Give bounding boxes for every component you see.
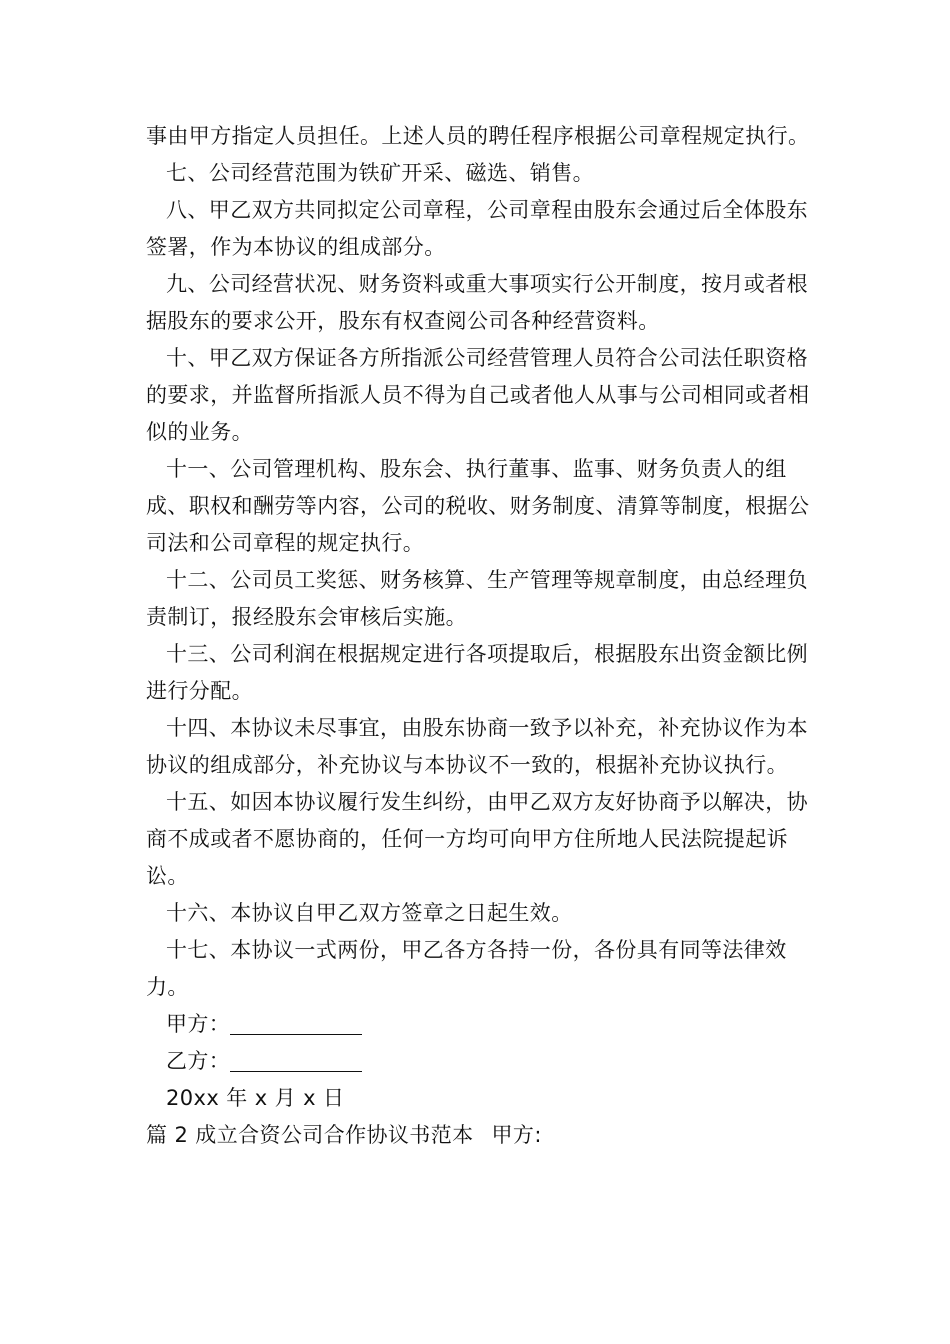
clause-10: 十、甲乙双方保证各方所指派公司经营管理人员符合公司法任职资格的要求，并监督所指派人员不得为自己或者他人从事与公司相同或者相似的业务。 (146, 346, 810, 444)
paragraph-continuation: 事由甲方指定人员担任。上述人员的聘任程序根据公司章程规定执行。 (146, 124, 810, 148)
clause-13: 十三、公司利润在根据规定进行各项提取后，根据股东出资金额比例进行分配。 (146, 642, 808, 703)
clause-14: 十四、本协议未尽事宜，由股东协商一致予以补充，补充协议作为本协议的组成部分，补充协议与本协议不一致的，根据补充协议执行。 (146, 716, 808, 777)
party-b-signature (146, 1043, 818, 1080)
signing-date: 20xx 年 x 月 x 日 (166, 1086, 345, 1110)
next-section-heading (146, 1117, 818, 1154)
clause-8: 八、甲乙双方共同拟定公司章程，公司章程由股东会通过后全体股东签署，作为本协议的组成部分。 (146, 198, 808, 259)
party-a-signature (146, 1006, 818, 1043)
clause-16: 十六、本协议自甲乙双方签章之日起生效。 (166, 901, 573, 925)
party-a-blank (230, 1012, 362, 1035)
clause-7: 七、公司经营范围为铁矿开采、磁选、销售。 (166, 161, 594, 185)
next-heading-party: 甲方: (491, 1123, 542, 1147)
next-heading-title: 篇 2 成立合资公司合作协议书范本 (146, 1123, 474, 1147)
clause-15: 十五、如因本协议履行发生纠纷，由甲乙双方友好协商予以解决，协商不成或者不愿协商的，任何一方均可向甲方住所地人民法院提起诉讼。 (146, 790, 808, 888)
clause-17: 十七、本协议一式两份，甲乙各方各持一份，各份具有同等法律效力。 (146, 938, 787, 999)
party-b-label: 乙方： (166, 1049, 231, 1073)
document-body (146, 118, 818, 1154)
party-b-blank (230, 1049, 362, 1072)
clause-11: 十一、公司管理机构、股东会、执行董事、监事、财务负责人的组成、职权和酬劳等内容，公司的税收、财务制度、清算等制度，根据公司法和公司章程的规定执行。 (146, 457, 810, 555)
clause-9: 九、公司经营状况、财务资料或重大事项实行公开制度，按月或者根据股东的要求公开，股东有权查阅公司各种经营资料。 (146, 272, 808, 333)
clause-12: 十二、公司员工奖惩、财务核算、生产管理等规章制度，由总经理负责制订，报经股东会审核后实施。 (146, 568, 808, 629)
party-a-label: 甲方： (166, 1012, 231, 1036)
